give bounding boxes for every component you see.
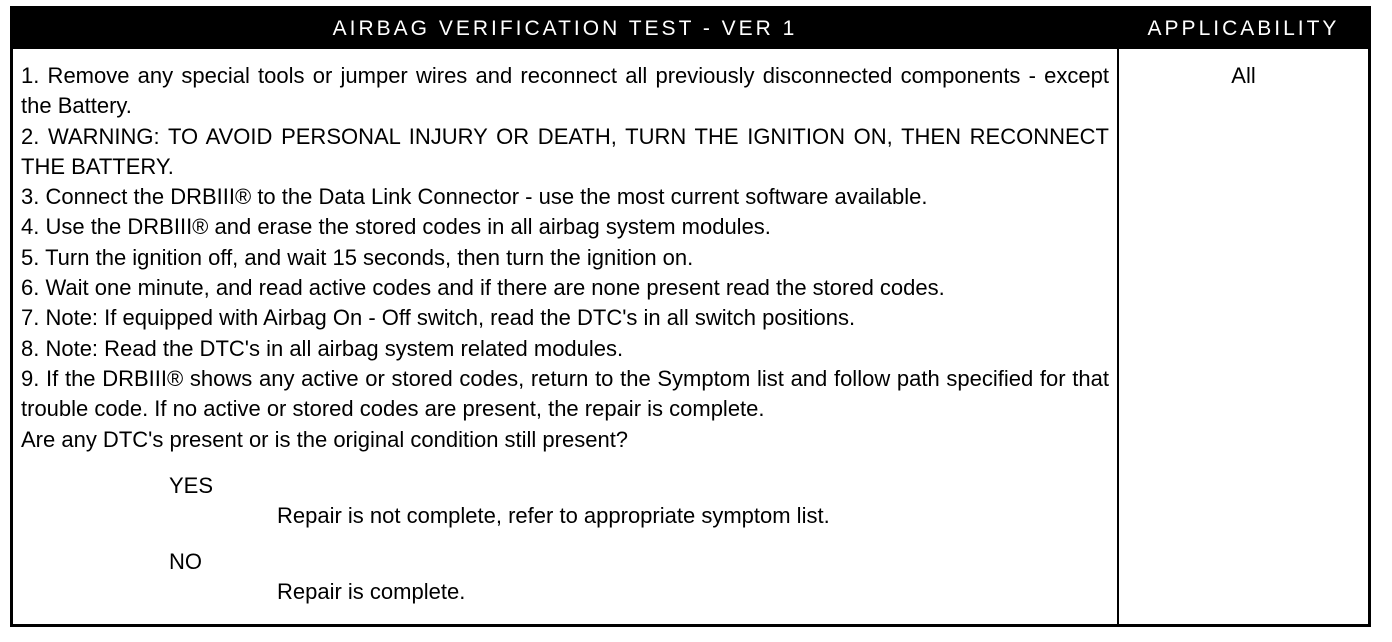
answer-no-label: NO [169,548,202,574]
answer-yes-text: Repair is not complete, refer to appropriate symptom list. [277,502,830,528]
applicability-value: All [1231,63,1256,88]
step-2: 2. WARNING: TO AVOID PERSONAL INJURY OR DEATH, TURN THE IGNITION ON, THEN RECONNECT THE BATTERY. [21,123,1109,179]
column-divider [1117,49,1119,624]
answer-no-text: Repair is complete. [277,578,466,604]
step-4: 4. Use the DRBIII® and erase the stored codes in all airbag system modules. [21,214,771,240]
test-procedure-table [10,6,1371,627]
applicability-header: APPLICABILITY [1147,17,1340,40]
table-header [13,9,1368,49]
procedure-body [21,61,1109,607]
step-7: 7. Note: If equipped with Airbag On - Off switch, read the DTC's in all switch positions. [21,305,856,331]
test-title: AIRBAG VERIFICATION TEST - VER 1 [332,17,798,40]
step-5: 5. Turn the ignition off, and wait 15 seconds, then turn the ignition on. [21,244,694,270]
question: Are any DTC's present or is the original condition still present? [21,426,629,452]
step-8: 8. Note: Read the DTC's in all airbag system related modules. [21,335,624,361]
step-3: 3. Connect the DRBIII® to the Data Link Connector - use the most current software available. [21,184,928,210]
step-1: 1. Remove any special tools or jumper wires and reconnect all previously disconnected components - except the Battery. [21,63,1109,119]
step-6: 6. Wait one minute, and read active codes and if there are none present read the stored codes. [21,275,945,301]
step-9: 9. If the DRBIII® shows any active or stored codes, return to the Symptom list and follow path specified for that trouble code. If no active or stored codes are present, the repair is complete. [21,365,1109,422]
answer-yes-label: YES [169,472,214,498]
